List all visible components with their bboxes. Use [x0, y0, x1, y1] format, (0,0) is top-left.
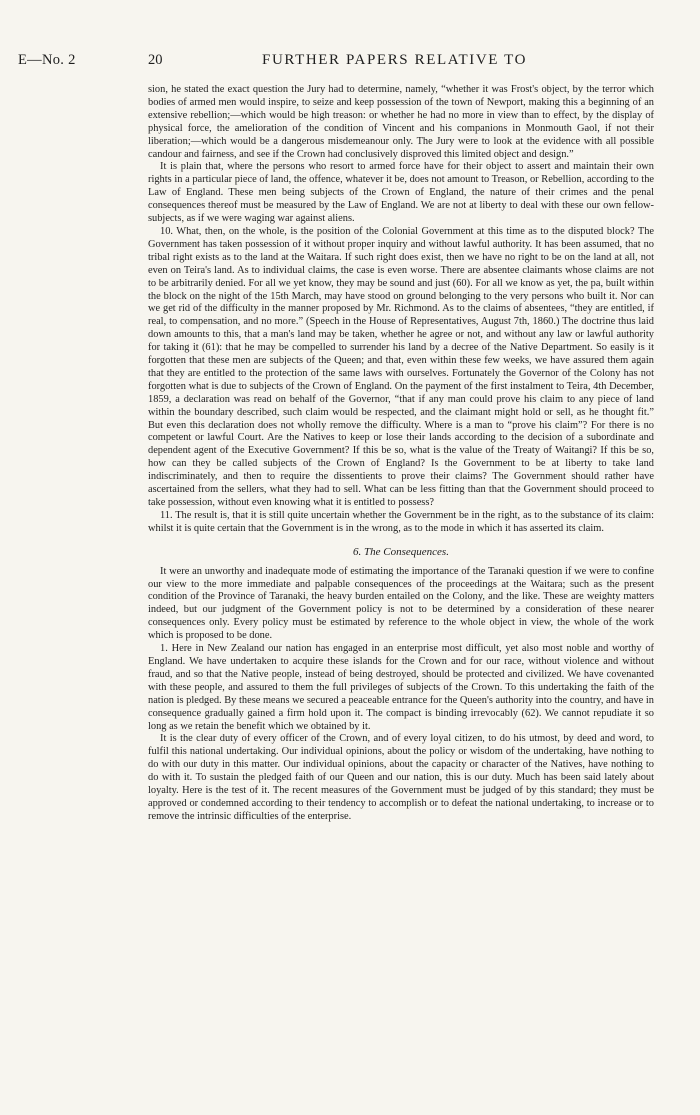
section-paragraph: It were an unworthy and inadequate mode of estimating the importance of the Taranaki question if we were to confine our view to the more immediate and palpable consequences of the proceedings at the Waitara; such as the present condition of the Province of Taranaki, the heavy burden entailed on the Colony, and the like. These are weighty matters indeed, but our judgment of the Government policy is not to be determined by a consideration of these nearer consequences only. Every policy must be estimated by reference to the whole object in view, the whole of the work which is proposed to be done.: [148, 565, 654, 642]
page-header: [0, 52, 700, 72]
paragraph-continued: sion, he stated the exact question the Jury had to determine, namely, “whether it was Frost's object, by the terror which bodies of armed men would inspire, to seize and keep possession of the town of Newport, making this a beginning of an extensive rebellion;—which would be high treason: or whether he had no more in view than to effect, by the display of physical force, the amelioration of the condition of Vincent and his companions in Monmouth Gaol, if not their liberation;—which would be a dangerous misdemeanour only. The Jury were to look at the evidence with all possible candour and fairness, and see if the Crown had conclusively disproved this limited object and design.”: [148, 84, 654, 160]
paper-number: E—No. 2: [18, 52, 76, 68]
section-paragraph-1: 1. Here in New Zealand our nation has engaged in an enterprise most difficult, yet also most noble and worthy of England. We have undertaken to acquire these islands for the Crown and for our race, without violence and without fraud, and so that the Native people, instead of being destroyed, should be protected and civilized. We have covenanted with these people, and assured to them the full privileges of subjects of the Crown. To this undertaking the faith of the nation is pledged. By these means we secured a peaceable entrance for the Queen's authority into the country, and have in consequence gradually gained a firm hold upon it. The compact is binding irrevocably (62). We cannot repudiate it so long as we retain the benefit which we obtained by it.: [148, 643, 654, 732]
running-title: FURTHER PAPERS RELATIVE TO: [262, 52, 528, 68]
paragraph: It is plain that, where the persons who resort to armed force have for their object to assert and maintain their own rights in a particular piece of land, the offence, whatever it be, does not amount to Treason, or Rebellion, according to the Law of England. These men being subjects of the Crown of England, the nature of their crimes and the penal consequences thereof must be measured by the Law of England. We are not at liberty to deal with these our own fellow-subjects, as if we were waging war against aliens.: [148, 161, 654, 225]
page-body: [148, 84, 654, 824]
paragraph-11: 11. The result is, that it is still quite uncertain whether the Government be in the right, as to the substance of its claim: whilst it is quite certain that the Government is in the wrong, as to the mode in which it has asserted its claim.: [148, 509, 654, 534]
page-number: 20: [148, 52, 163, 68]
section-heading: 6. The Consequences.: [353, 545, 449, 558]
paragraph-10: 10. What, then, on the whole, is the position of the Colonial Government at this time as to the disputed block? The Government has taken possession of it without proper inquiry and without lawful authority. It has been assumed, that no tribal right exists as to the land at the Waitara. If such right does exist, then we have no right to be on the land at all, not even on Teira's land. As to individual claims, the case is even worse. There are absentee claimants whose claims are not to be arbitrarily denied. For all we yet know, they may be sound and just (60). For all we know as yet, the pa, built within the block on the night of the 15th March, may have stood on ground belonging to the very persons who built it. Nor can we get rid of the difficulty in the manner proposed by Mr. Richmond. As to the claims of absentees, “they are entitled, if real, to compensation, and no more.” (Speech in the House of Representatives, August 7th, 1860.) The doctrine thus laid down amounts to this, that a man's land may be taken, whether he agree or not, and without any law or lawful authority for taking it (61): that he may be compelled to surrender his land by a decree of the Native Department. So easily is it forgotten that these men are subjects of the Queen; and that, even within these few weeks, we have assured them again that they are entitled to the protection of the same laws with ourselves. Fortunately the Governor of the Colony has not forgotten what is due to subjects of the Crown of England. On the payment of the first instalment to Teira, 4th December, 1859, a declaration was read on behalf of the Governor, “that if any man could prove his claim to any piece of land within the boundary described, such claim would be respected, and the claimant might hold or sell, as he thought fit.” But even this declaration does not wholly remove the difficulty. Where is a man to “prove his claim”? For there is no competent or lawful Court. Are the Natives to keep or lose their lands according to the decision of a subordinate and dependent agent of the Executive Government? If this be so, what is the value of the Treaty of Waitangi? If this be so, how can they be called subjects of the Crown of England? Is the Government to be at liberty to take land indiscriminately, and then to require the dissentients to prove their claims? The Government should rather have ascertained from the sellers, what they had to sell. What can be less fitting than that the Government should proceed to take possession, without even knowing what it is entitled to possess?: [148, 225, 654, 508]
section-paragraph: It is the clear duty of every officer of the Crown, and of every loyal citizen, to do his utmost, by deed and word, to fulfil this national undertaking. Our individual opinions, about the policy or wisdom of the undertaking, have nothing to do with our duty in this matter. Our individual opinions, about the capacity or character of the Natives, have nothing to do with it. To sustain the pledged faith of our Queen and our nation, this is our duty. Much has been said lately about loyalty. Here is the test of it. The recent measures of the Government must be judged of by this standard; they must be approved or condemned according to their tendency to accomplish or to defeat the national undertaking, to increase or to remove the intrinsic difficulties of the enterprise.: [148, 733, 654, 822]
